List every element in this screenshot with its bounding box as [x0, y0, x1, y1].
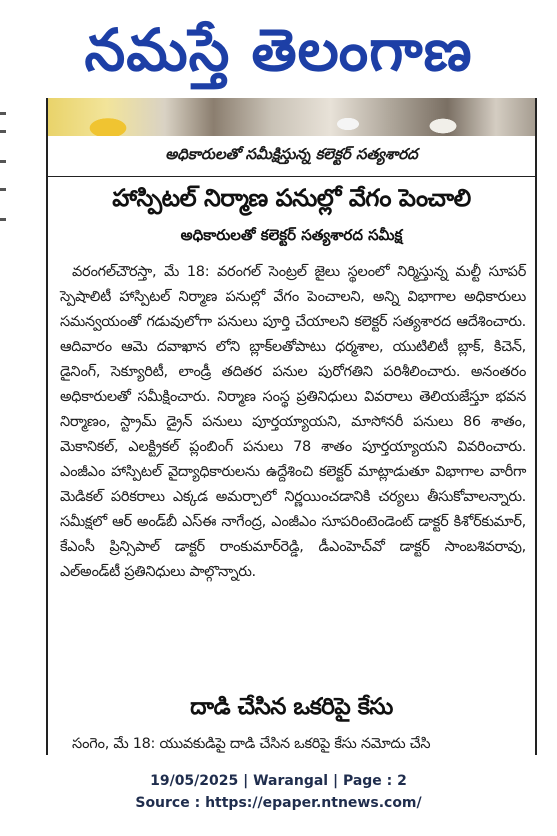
footer-date-edition: 19/05/2025 | Warangal | Page : 2 [150, 773, 407, 789]
article-subheadline: అధికారులతో కలెక్టర్ సత్యశారద సమీక్ష [180, 226, 403, 244]
photo-caption: అధికారులతో సమీక్షిస్తున్న కలెక్టర్ సత్యశారద [165, 145, 418, 163]
second-article-headline: దాడి చేసిన ఒకరిపై కేసు [190, 694, 393, 720]
page-footer [0, 770, 557, 814]
article-photo [48, 98, 535, 136]
masthead-title: నమస్తే తెలంగాణ [84, 16, 473, 84]
article-photo-detail [48, 98, 535, 136]
photo-caption-bar [48, 136, 535, 177]
article-headline: హాస్పిటల్ నిర్మాణ పనుల్లో వేగం పెంచాలి [112, 184, 471, 212]
article-body: వరంగల్‌చౌరస్తా, మే 18: వరంగల్ సెంట్రల్ జైలు స్థలంలో నిర్మిస్తున్న మల్టీ సూపర్ స్పెషాలిటీ హాస్పిటల్ నిర్మాణ పనుల్లో వేగం పెంచాలని, అన్ని విభాగాల అధికారులు సమన్వయంతో గడువులోగా పనులు పూర్తి చేయాలని కలెక్టర్ సత్యశారద ఆదేశించారు. ఆదివారం ఆమె దవాఖాన లోని బ్లాక్‌లతోపాటు ధర్మశాల, యుటిలిటీ బ్లాక్, కిచెన్, డైనింగ్, సెక్యూరిటీ, లాండ్రీ తదితర పనుల పురోగతిని పరిశీలించారు. అనంతరం అధికారులతో సమీక్షించారు. నిర్మాణ సంస్థ ప్రతినిధులు వివరాలు తెలియజేస్తూ భవన నిర్మాణం, స్ట్రామ్ డ్రైన్ పనులు పూర్తయ్యాయని, మాసోనరీ పనులు 86 శాతం, మెకానికల్, ఎలక్ట్రికల్ ప్లంబింగ్ పనులు 78 శాతం పూర్తయ్యాయని వివరించారు. ఎంజీఎం హాస్పిటల్ వైద్యాధికారులను ఉద్దేశించి కలెక్టర్ మాట్లాడుతూ విభాగాల వారీగా మెడికల్ పరికరాలు ఎక్కడ అమర్చాలో నిర్ణయించడానికి చర్యలు తీసుకోవాలన్నారు. సమీక్షలో ఆర్ అండ్‌బీ ఎస్ఈ నాగేంద్ర, ఎంజీఎం సూపరింటెండెంట్ డాక్టర్ కిశోర్‌కుమార్, కేఎంసీ ప్రిన్సిపాల్ డాక్టర్ రాంకుమార్‌రెడ్డి, డీఎంహెచ్‌వో డాక్టర్ సాంబశివరావు, ఎల్అండ్‌టీ ప్రతినిధులు పాల్గొన్నారు. [60, 264, 526, 580]
second-article-body: సంగెం, మే 18: యువకుడిపై దాడి చేసిన ఒకరిపై కేసు నమోదు చేసి [72, 736, 431, 752]
page-edge-marks [0, 100, 8, 260]
footer-source: Source : https://epaper.ntnews.com/ [135, 795, 422, 811]
news-article [46, 98, 537, 755]
newspaper-masthead [0, 0, 557, 100]
